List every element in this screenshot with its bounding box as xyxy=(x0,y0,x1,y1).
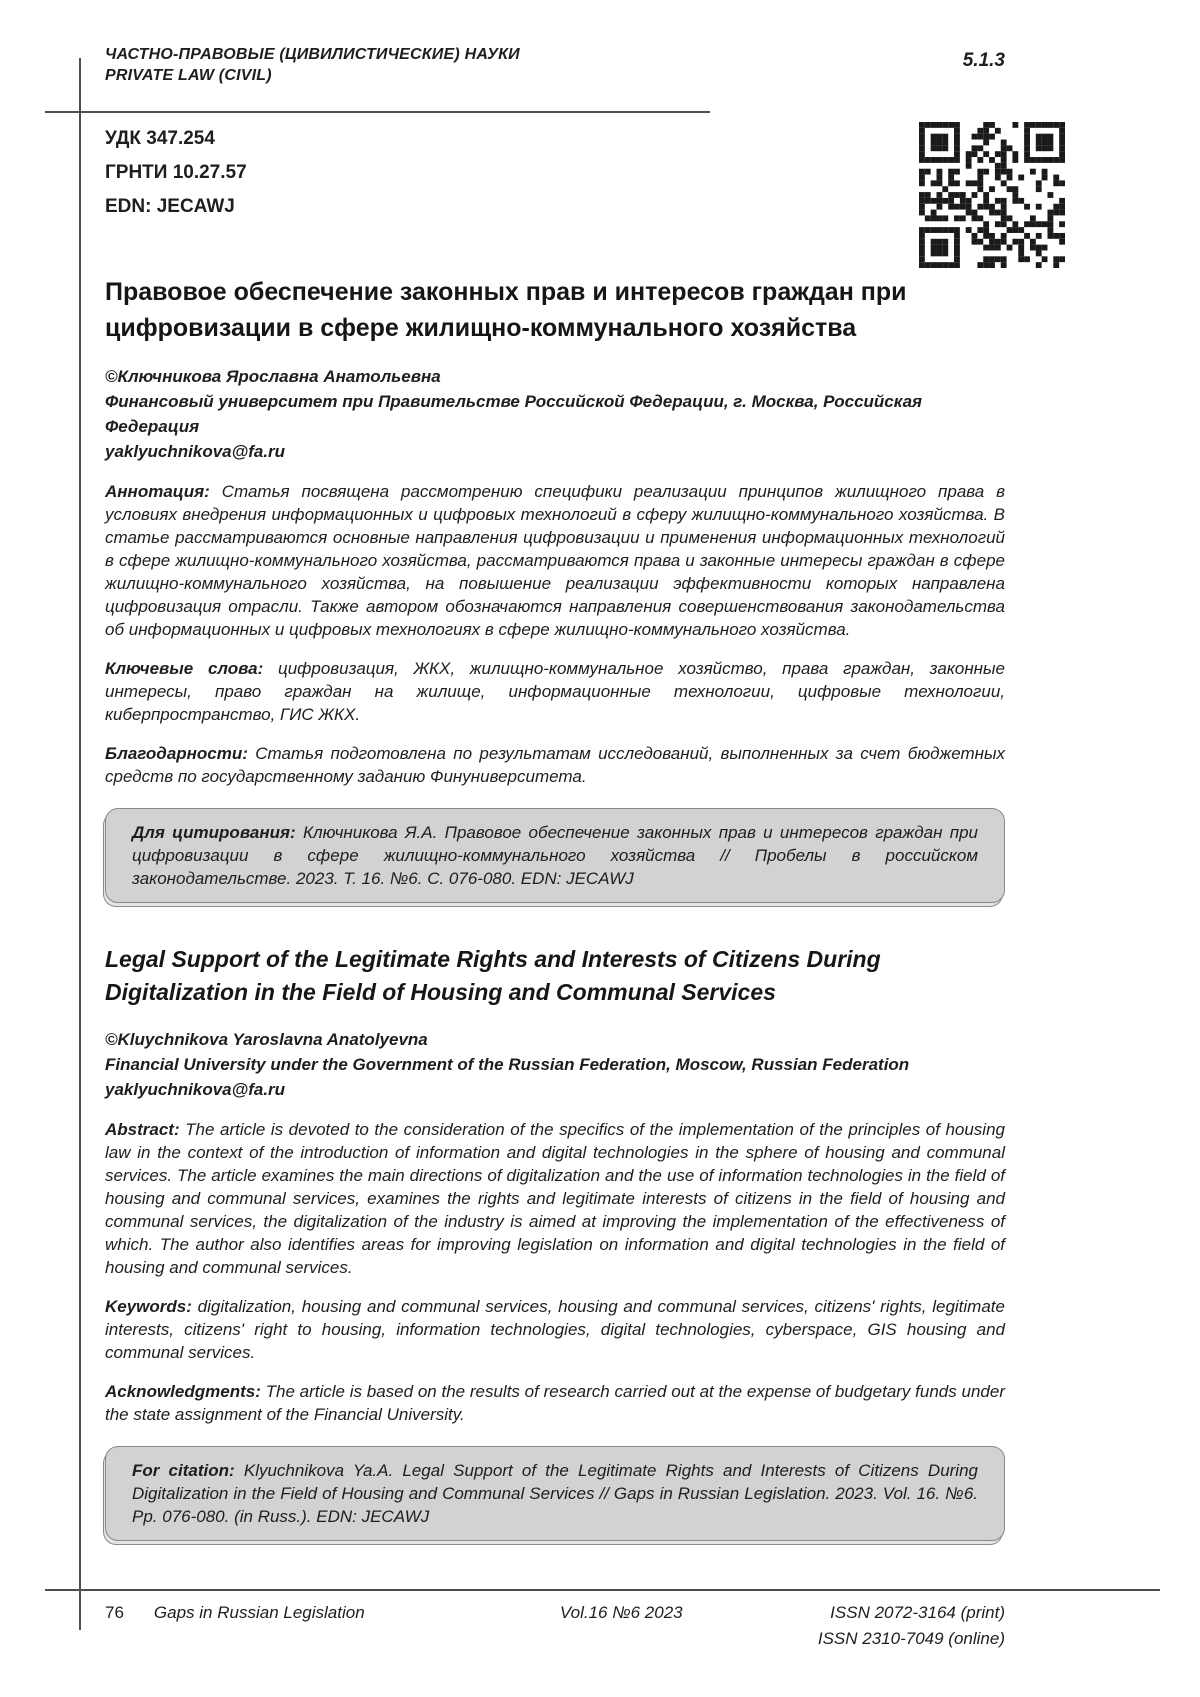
footer-divider-rule xyxy=(45,1589,1160,1591)
abstract-text-ru: Статья посвящена рассмотрению специфики реализации принципов жилищного права в условиях внедрения информационных и цифровых технологий в сферу жилищно-коммунального хозяйства. В статье рассматриваются основные направления цифровизации и применения информационных технологий в сфере жилищно-коммунального хозяйства, рассматриваются права и законные интересы граждан в сфере жилищно-коммунального хозяйства, на повышение реализации эффективности которых направлена цифровизация отрасли. Также автором обозначаются направления совершенствования законодательства об информационных и цифровых технологиях в сфере жилищно-коммунального хозяйства. xyxy=(105,482,1005,639)
journal-name: Gaps in Russian Legislation xyxy=(153,1603,365,1622)
author-email-en: yaklyuchnikova@fa.ru xyxy=(105,1080,286,1099)
edn-code: EDN: JECAWJ xyxy=(105,196,235,217)
author-email-ru: yaklyuchnikova@fa.ru xyxy=(105,442,286,461)
citation-en xyxy=(132,1459,978,1528)
udc-code: УДК 347.254 xyxy=(105,128,215,149)
citation-text-en: Klyuchnikova Ya.A. Legal Support of the Legitimate Rights and Interests of Citizens During Digitalization in the Field of Housing and Communal Services // Gaps in Russian Legislation. 2023. Vol. 16. №6. Pp. 076-080. (in Russ.). EDN: JECAWJ xyxy=(132,1461,978,1526)
section-kicker-ru: ЧАСТНО-ПРАВОВЫЕ (ЦИВИЛИСТИЧЕСКИЕ) НАУКИ xyxy=(105,46,520,63)
citation-box-en xyxy=(105,1446,1005,1541)
abstract-text-en: The article is devoted to the consideration of the specifics of the implementation of the principles of housing law in the context of the introduction of information and digital technologies in the sphere of housing and communal services. The article examines the main directions of digitalization and the use of information technologies in the field of housing and communal services, examines the rights and legitimate interests of citizens in the field of housing and communal services, the digitalization of the industry is aimed at improving the implementation of the effectiveness of which. The author also identifies areas for improving legislation on information and digital technologies in the field of housing and communal services. xyxy=(105,1120,1005,1277)
acknowledgments-label-ru: Благодарности: xyxy=(105,744,248,763)
keywords-en xyxy=(105,1295,1005,1364)
page-number: 76 xyxy=(105,1603,124,1622)
keywords-text-en: digitalization, housing and communal services, housing and communal services, citizens' rights, legitimate interests, citizens' right to housing, information technologies, digital technologies, cyberspace, GIS housing and communal services. xyxy=(105,1297,1005,1362)
content-column xyxy=(105,0,1005,1541)
section-kicker-en: PRIVATE LAW (CIVIL) xyxy=(105,67,272,84)
keywords-label-en: Keywords: xyxy=(105,1297,192,1316)
page-footer xyxy=(105,1600,1005,1652)
author-block-ru xyxy=(105,364,1005,464)
acknowledgments-text-en: The article is based on the results of research carried out at the expense of budgetary funds under the state assignment of the Financial University. xyxy=(105,1382,1005,1424)
citation-label-ru: Для цитирования: xyxy=(132,823,296,842)
page-header xyxy=(105,0,1005,86)
article-title-ru: Правовое обеспечение законных прав и интересов граждан при цифровизации в сфере жилищно-коммунального хозяйства xyxy=(105,278,907,342)
section-code: 5.1.3 xyxy=(962,50,1005,71)
citation-text-ru: Ключникова Я.А. Правовое обеспечение законных прав и интересов граждан при цифровизации в сфере жилищно-коммунального хозяйства // Пробелы в российском законодательстве. 2023. Т. 16. №6. С. 076-080. EDN: JECAWJ xyxy=(132,823,978,888)
meta-row xyxy=(105,122,1065,268)
citation-box-ru xyxy=(105,808,1005,903)
footer-left xyxy=(105,1600,365,1626)
issn-online: ISSN 2310-7049 (online) xyxy=(817,1629,1005,1648)
meta-block xyxy=(105,122,247,224)
abstract-label-en: Abstract: xyxy=(105,1120,180,1139)
abstract-en xyxy=(105,1118,1005,1279)
acknowledgments-text-ru: Статья подготовлена по результатам исследований, выполненных за счет бюджетных средств по государственному заданию Финуниверситета. xyxy=(105,744,1005,786)
grnti-code: ГРНТИ 10.27.57 xyxy=(105,162,247,183)
author-name-en: ©Kluychnikova Yaroslavna Anatolyevna xyxy=(105,1030,428,1049)
author-block-en xyxy=(105,1027,1005,1102)
keywords-label-ru: Ключевые слова: xyxy=(105,659,264,678)
abstract-label-ru: Аннотация: xyxy=(105,482,210,501)
author-name-ru: ©Ключникова Ярославна Анатольевна xyxy=(105,367,441,386)
left-vertical-rule xyxy=(79,58,81,1630)
acknowledgments-en xyxy=(105,1380,1005,1426)
citation-label-en: For citation: xyxy=(132,1461,235,1480)
issn-print: ISSN 2072-3164 (print) xyxy=(830,1603,1005,1622)
citation-ru xyxy=(132,821,978,890)
keywords-ru xyxy=(105,657,1005,726)
affiliation-en: Financial University under the Government of the Russian Federation, Moscow, Russian Federation xyxy=(105,1055,910,1074)
abstract-ru xyxy=(105,480,1005,641)
issn-block xyxy=(818,1600,1005,1652)
qr-code-icon xyxy=(919,122,1065,268)
article-title-en: Legal Support of the Legitimate Rights and Interests of Citizens During Digitalization in the Field of Housing and Communal Services xyxy=(105,946,881,1005)
affiliation-ru: Финансовый университет при Правительстве Российской Федерации, г. Москва, Российская Федерация xyxy=(105,392,923,436)
acknowledgments-ru xyxy=(105,742,1005,788)
section-kicker xyxy=(105,44,520,86)
acknowledgments-label-en: Acknowledgments: xyxy=(105,1382,261,1401)
keywords-text-ru: цифровизация, ЖКХ, жилищно-коммунальное хозяйство, права граждан, законные интересы, право граждан на жилище, информационные технологии, цифровые технологии, киберпространство, ГИС ЖКХ. xyxy=(105,659,1005,724)
volume-issue: Vol.16 №6 2023 xyxy=(559,1603,683,1622)
